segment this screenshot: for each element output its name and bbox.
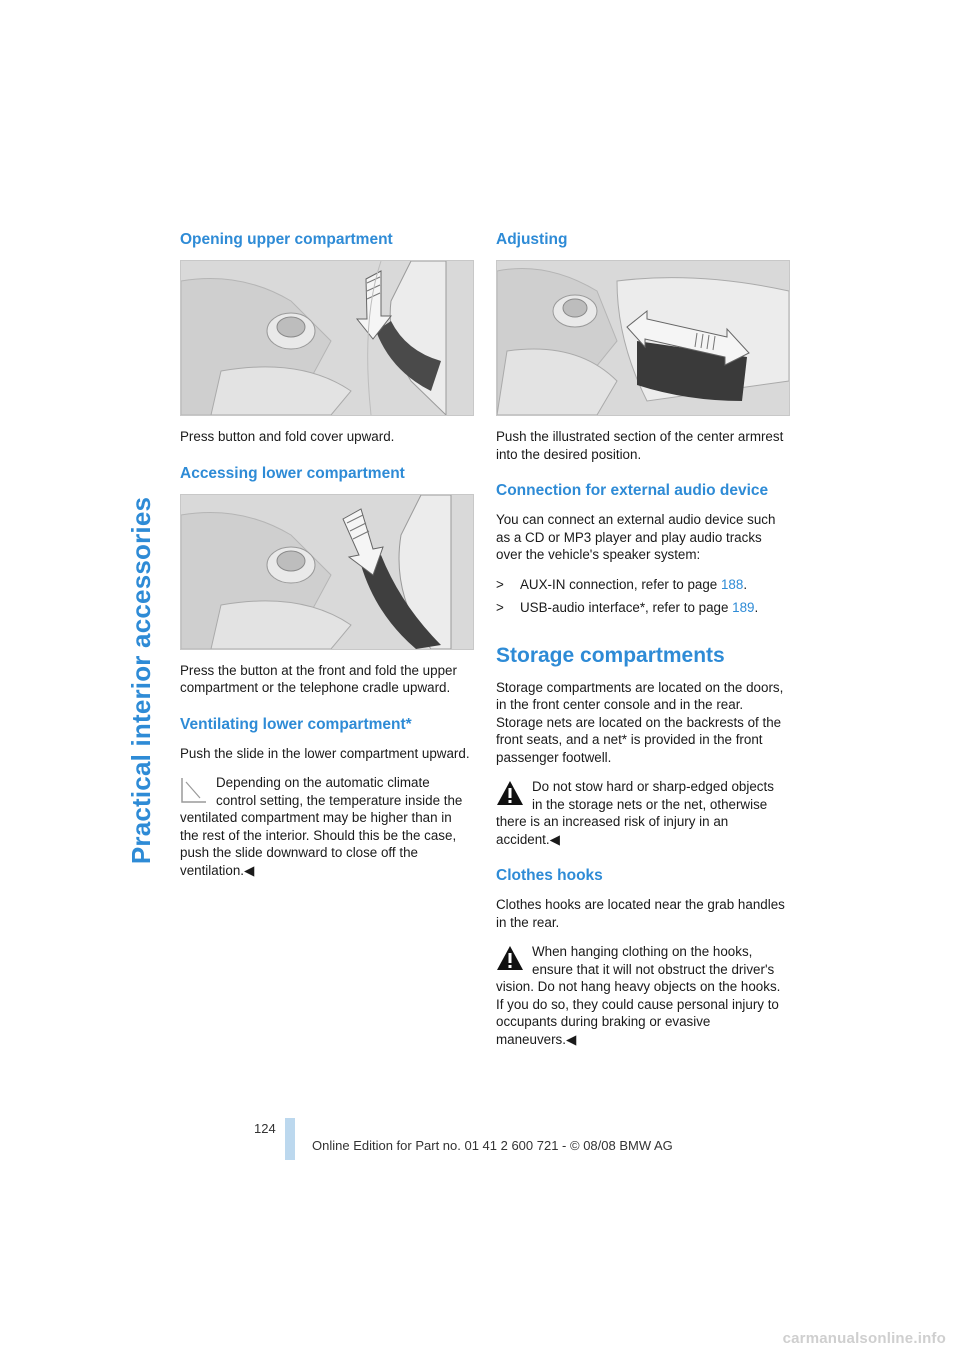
footer-bar: [285, 1118, 295, 1160]
left-column: [180, 230, 472, 891]
page-link-188[interactable]: 188: [720, 576, 744, 592]
footer-edition: Online Edition for Part no. 01 41 2 600 721 - © 08/08 BMW AG: [312, 1138, 673, 1153]
figure-armrest: [496, 260, 790, 416]
text-hooks: Clothes hooks are located near the grab handles in the rear.: [496, 897, 785, 930]
heading-adjusting: Adjusting: [496, 231, 568, 248]
note-ventilation-text: Depending on the automatic climate control setting, the temperature inside the ventilated compartment may be higher than in the rest of the interior. Should this be the case, push the slide downward to close off the ventilation.◀: [180, 775, 463, 878]
list-item: > USB-audio interface*, refer to page 189.: [496, 600, 759, 615]
armrest-adjusting-illustration: [497, 261, 789, 415]
warning-storage-text: Do not stow hard or sharp-edged objects in the storage nets or the net, otherwise there is an increased risk of injury in an accident.◀: [496, 779, 774, 847]
warning-storage: [496, 778, 788, 848]
heading-storage: Storage compartments: [496, 643, 725, 667]
figure-lower-compartment: [180, 494, 474, 650]
text-opening-upper: Press button and fold cover upward.: [180, 429, 395, 444]
text-storage-1: Storage compartments are located on the doors, in the front center console and in the rear.: [496, 679, 784, 712]
warning-icon: [496, 780, 524, 808]
text-audio: You can connect an external audio device such as a CD or MP3 player and play audio tracks over the vehicle's speaker system:: [496, 512, 776, 562]
page-number: 124: [254, 1121, 276, 1136]
text-ventilating: Push the slide in the lower compartment upward.: [180, 745, 470, 761]
side-title-text: Practical interior accessories: [126, 496, 157, 864]
list-item: > AUX-IN connection, refer to page 188.: [496, 576, 748, 592]
console-lower-compartment-illustration: [181, 495, 473, 649]
heading-opening-upper: Opening upper compartment: [180, 231, 393, 248]
heading-audio: Connection for external audio device: [496, 482, 769, 499]
list-marker: >: [496, 600, 504, 615]
page-link-189[interactable]: 189: [732, 600, 755, 615]
figure-upper-compartment: [180, 260, 474, 416]
watermark: carmanualsonline.info: [782, 1330, 946, 1347]
text-accessing-lower: Press the button at the front and fold the upper compartment or the telephone cradle upward.: [180, 662, 457, 695]
warning-hooks: [496, 943, 788, 1048]
right-column: [496, 230, 788, 1060]
text-adjusting: Push the illustrated section of the center armrest into the desired position.: [496, 429, 784, 462]
console-upper-compartment-illustration: [181, 261, 473, 415]
warning-icon: [496, 945, 524, 973]
warning-hooks-text: When hanging clothing on the hooks, ensure that it will not obstruct the driver's vision. Do not hang heavy objects on the hooks. If you do so, they could cause personal injury to occupants during braking or evasive maneuvers.◀: [496, 944, 781, 1047]
list-marker: >: [496, 576, 504, 592]
heading-accessing-lower: Accessing lower compartment: [180, 464, 405, 482]
audio-list: [496, 576, 788, 617]
note-icon: [180, 776, 208, 804]
heading-ventilating: Ventilating lower compartment*: [180, 715, 412, 733]
section-side-title: [122, 230, 162, 1130]
text-storage-2: Storage nets are located on the backrests of the front seats, and a net* is provided in the front passenger footwell.: [496, 714, 782, 765]
heading-hooks: Clothes hooks: [496, 867, 603, 884]
note-ventilation: [180, 774, 472, 879]
